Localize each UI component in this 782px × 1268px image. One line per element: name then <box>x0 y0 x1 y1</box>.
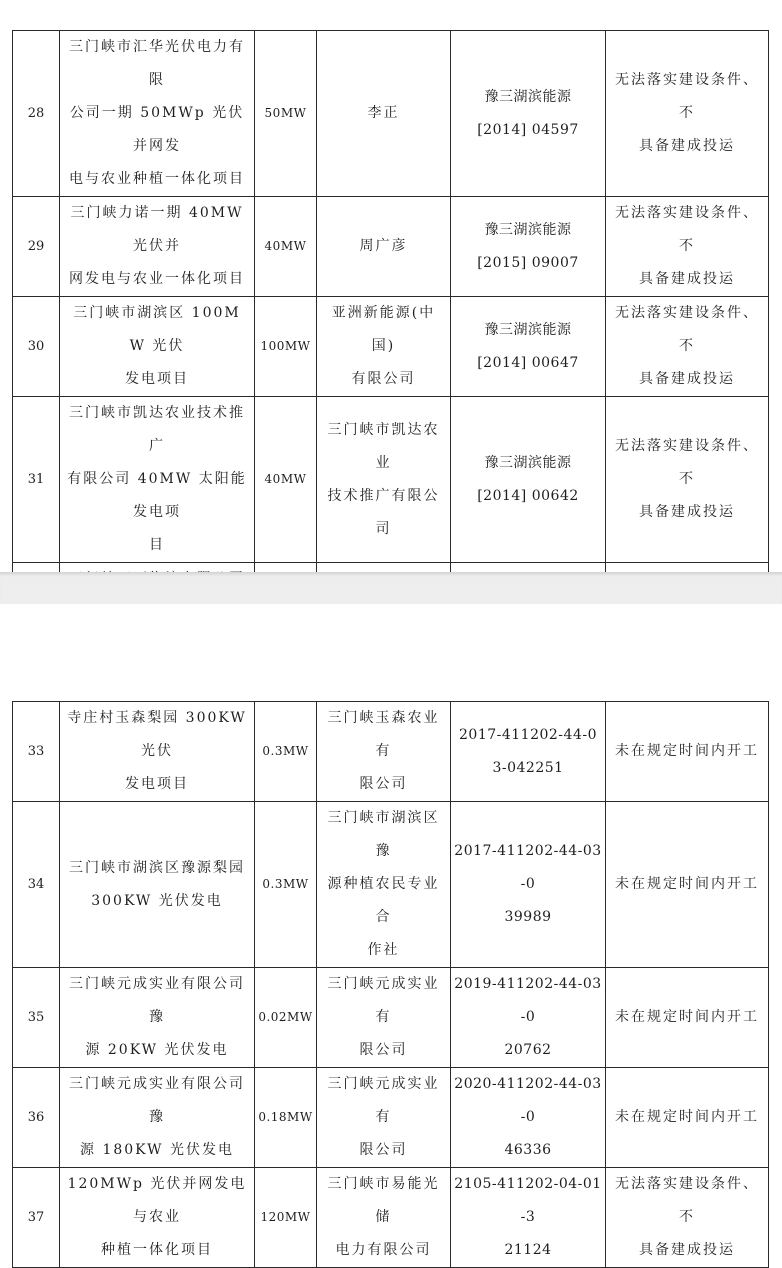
project-name: 三门峡市湖滨区豫源梨园 300KW 光伏发电 <box>60 802 255 968</box>
capacity: 40MW <box>255 397 317 563</box>
table-row <box>13 1068 769 1168</box>
approval-doc: 2019-411202-44-03-0 20762 <box>451 968 606 1068</box>
capacity: 120MW <box>255 1168 317 1268</box>
owner: 三门峡市易能光储 电力有限公司 <box>317 1168 451 1268</box>
status-reason: 无法落实建设条件、不 具备建成投运 <box>606 31 769 197</box>
status-reason: 无法落实建设条件、不 具备建成投运 <box>606 197 769 297</box>
capacity: 50MW <box>255 31 317 197</box>
page-separator <box>0 572 782 604</box>
approval-doc: 2105-411202-04-01-3 21124 <box>451 1168 606 1268</box>
table-row <box>13 702 769 802</box>
status-reason: 未在规定时间内开工 <box>606 802 769 968</box>
table-row <box>13 397 769 563</box>
status-reason: 未在规定时间内开工 <box>606 968 769 1068</box>
table-row <box>13 968 769 1068</box>
approval-doc: 2020-411202-44-03-0 46336 <box>451 1068 606 1168</box>
row-number: 33 <box>13 702 60 802</box>
row-number: 28 <box>13 31 60 197</box>
project-name: 120MWp 光伏并网发电与农业 种植一体化项目 <box>60 1168 255 1268</box>
row-number: 31 <box>13 397 60 563</box>
owner: 周广彦 <box>317 197 451 297</box>
capacity: 40MW <box>255 197 317 297</box>
approval-doc: 豫三湖滨能源 [2014] 00642 <box>451 397 606 563</box>
status-reason: 未在规定时间内开工 <box>606 702 769 802</box>
row-number: 30 <box>13 297 60 397</box>
table-row <box>13 1168 769 1268</box>
project-name: 三门峡力诺一期 40MW 光伏并 网发电与农业一体化项目 <box>60 197 255 297</box>
approval-doc: 豫三湖滨能源 [2015] 09007 <box>451 197 606 297</box>
table-row <box>13 297 769 397</box>
approval-doc: 2017-411202-44-0 3-042251 <box>451 702 606 802</box>
approval-doc: 豫三湖滨能源 [2014] 00647 <box>451 297 606 397</box>
owner: 三门峡玉森农业有 限公司 <box>317 702 451 802</box>
owner: 三门峡市湖滨区豫 源种植农民专业合 作社 <box>317 802 451 968</box>
capacity: 100MW <box>255 297 317 397</box>
status-reason: 无法落实建设条件、不 具备建成投运 <box>606 297 769 397</box>
status-reason: 无法落实建设条件、不 具备建成投运 <box>606 397 769 563</box>
row-number: 29 <box>13 197 60 297</box>
owner: 三门峡元成实业有 限公司 <box>317 968 451 1068</box>
table-row <box>13 31 769 197</box>
project-name: 寺庄村玉森梨园 300KW 光伏 发电项目 <box>60 702 255 802</box>
table-row <box>13 802 769 968</box>
capacity: 0.18MW <box>255 1068 317 1168</box>
project-name: 三门峡元成实业有限公司豫 源 180KW 光伏发电 <box>60 1068 255 1168</box>
project-name: 三门峡市凯达农业技术推广 有限公司 40MW 太阳能发电项 目 <box>60 397 255 563</box>
capacity: 0.02MW <box>255 968 317 1068</box>
table-row <box>13 197 769 297</box>
capacity: 0.3MW <box>255 802 317 968</box>
status-reason: 未在规定时间内开工 <box>606 1068 769 1168</box>
row-number: 36 <box>13 1068 60 1168</box>
project-table-page-2 <box>12 701 769 1268</box>
row-number: 34 <box>13 802 60 968</box>
project-name: 三门峡元成实业有限公司豫 源 20KW 光伏发电 <box>60 968 255 1068</box>
status-reason: 无法落实建设条件、不 具备建成投运 <box>606 1168 769 1268</box>
owner: 三门峡元成实业有 限公司 <box>317 1068 451 1168</box>
project-name: 三门峡市湖滨区 100MW 光伏 发电项目 <box>60 297 255 397</box>
row-number: 35 <box>13 968 60 1068</box>
owner: 李正 <box>317 31 451 197</box>
row-number: 37 <box>13 1168 60 1268</box>
owner: 亚洲新能源(中国) 有限公司 <box>317 297 451 397</box>
approval-doc: 豫三湖滨能源 [2014] 04597 <box>451 31 606 197</box>
document-page-2 <box>0 604 782 1258</box>
approval-doc: 2017-411202-44-03-0 39989 <box>451 802 606 968</box>
owner: 三门峡市凯达农业 技术推广有限公司 <box>317 397 451 563</box>
project-name: 三门峡市汇华光伏电力有限 公司一期 50MWp 光伏并网发 电与农业种植一体化项目 <box>60 31 255 197</box>
document-page-1 <box>0 0 782 572</box>
capacity: 0.3MW <box>255 702 317 802</box>
